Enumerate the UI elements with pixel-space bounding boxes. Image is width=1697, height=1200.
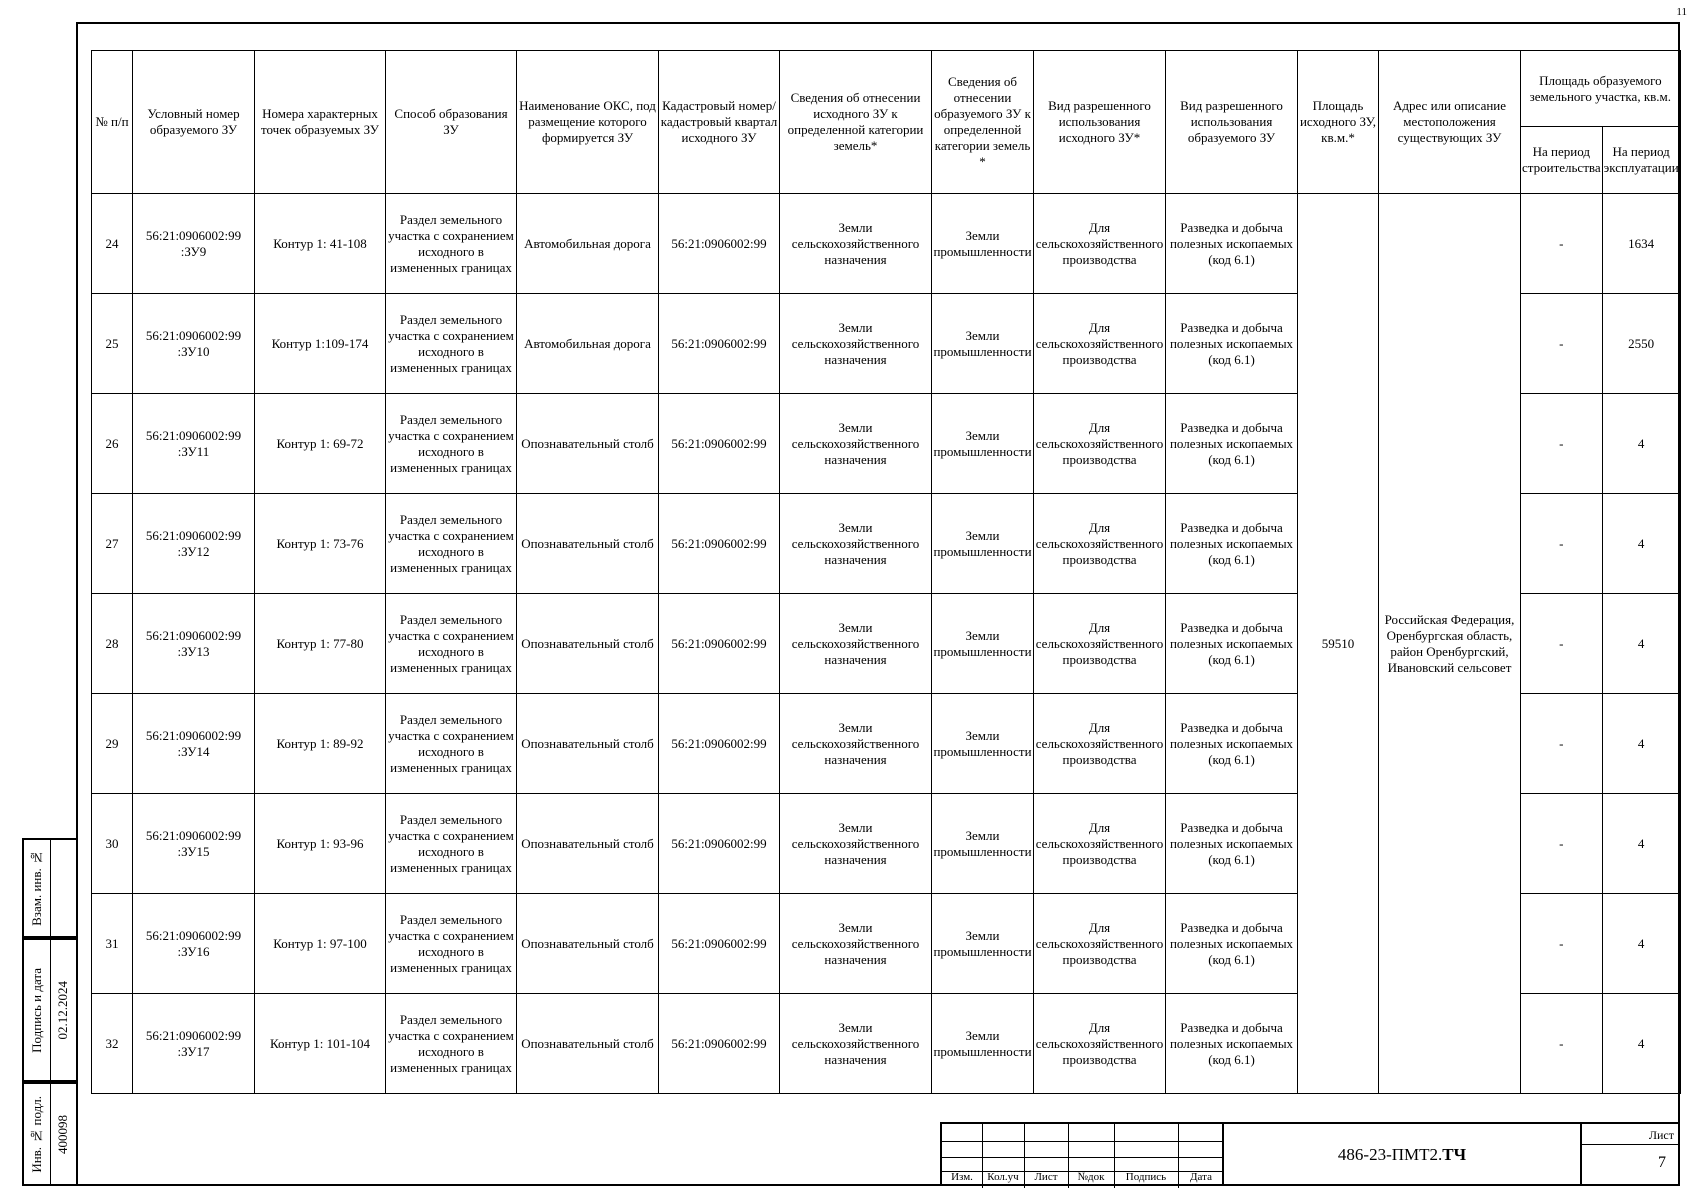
row-cadastral: 56:21:0906002:99	[659, 794, 780, 894]
row-cat-new: Земли промышленности	[932, 394, 1034, 494]
doc-code-text: 486-23-ПМТ2.	[1337, 1145, 1443, 1164]
row-cadastral: 56:21:0906002:99	[659, 694, 780, 794]
row-num: 32	[92, 994, 133, 1094]
row-oks: Опознавательный столб	[517, 894, 659, 994]
row-method: Раздел земельного участка с сохранением исходного в измененных границах	[386, 394, 517, 494]
header-area-exploit: На период эксплуатации	[1602, 127, 1680, 194]
row-area-build: -	[1521, 694, 1603, 794]
row-cat-new: Земли промышленности	[932, 894, 1034, 994]
sheet-cell	[1580, 1122, 1680, 1186]
row-cond-num: 56:21:0906002:99 :ЗУ17	[133, 994, 255, 1094]
row-area-build: -	[1521, 194, 1603, 294]
header-cat-new: Сведения об отнесении образуемого ЗУ к определенной категории земель *	[932, 51, 1034, 194]
stamp-label-ndok: №док	[1077, 1171, 1105, 1183]
table-body	[92, 194, 1681, 1094]
row-cadastral: 56:21:0906002:99	[659, 894, 780, 994]
row-cadastral: 56:21:0906002:99	[659, 294, 780, 394]
row-num: 26	[92, 394, 133, 494]
row-oks: Опознавательный столб	[517, 594, 659, 694]
row-use-new: Разведка и добыча полезных ископаемых (код 6.1)	[1166, 394, 1298, 494]
sign-value: 02.12.2024	[55, 980, 70, 1040]
row-num: 25	[92, 294, 133, 394]
row-cat-new: Земли промышленности	[932, 994, 1034, 1094]
row-use-new: Разведка и добыча полезных ископаемых (код 6.1)	[1166, 594, 1298, 694]
row-cat-src: Земли сельскохозяйственного назначения	[780, 194, 932, 294]
row-area-build: -	[1521, 494, 1603, 594]
row-cat-src: Земли сельскохозяйственного назначения	[780, 394, 932, 494]
header-area-build: На период строительства	[1521, 127, 1603, 194]
row-area-build: -	[1521, 794, 1603, 894]
row-cond-num: 56:21:0906002:99 :ЗУ12	[133, 494, 255, 594]
header-use-src: Вид разрешенного использования исходного ЗУ*	[1034, 51, 1166, 194]
row-oks: Опознавательный столб	[517, 494, 659, 594]
row-cat-src: Земли сельскохозяйственного назначения	[780, 294, 932, 394]
row-cat-new: Земли промышленности	[932, 294, 1034, 394]
row-num: 29	[92, 694, 133, 794]
row-cond-num: 56:21:0906002:99 :ЗУ10	[133, 294, 255, 394]
row-area-exploit: 4	[1602, 894, 1680, 994]
row-area-exploit: 2550	[1602, 294, 1680, 394]
row-area-build: -	[1521, 994, 1603, 1094]
row-cond-num: 56:21:0906002:99 :ЗУ16	[133, 894, 255, 994]
row-method: Раздел земельного участка с сохранением исходного в измененных границах	[386, 694, 517, 794]
row-points: Контур 1: 97-100	[255, 894, 386, 994]
header-area-src: Площадь исходного ЗУ, кв.м.*	[1298, 51, 1379, 194]
row-area-exploit: 4	[1602, 594, 1680, 694]
row-points: Контур 1: 89-92	[255, 694, 386, 794]
header-cat-src: Сведения об отнесении исходного ЗУ к определенной категории земель*	[780, 51, 932, 194]
header-cond-num: Условный номер образуемого ЗУ	[133, 51, 255, 194]
row-cadastral: 56:21:0906002:99	[659, 994, 780, 1094]
doc-code-bold: ТЧ	[1442, 1145, 1467, 1164]
row-num: 27	[92, 494, 133, 594]
header-address: Адрес или описание местоположения существующих ЗУ	[1379, 51, 1521, 194]
revision-grid	[940, 1122, 1222, 1186]
row-cadastral: 56:21:0906002:99	[659, 394, 780, 494]
row-points: Контур 1: 93-96	[255, 794, 386, 894]
row-cat-new: Земли промышленности	[932, 694, 1034, 794]
header-oks: Наименование ОКС, под размещение которого формируется ЗУ	[517, 51, 659, 194]
row-use-src: Для сельскохозяйственного производства	[1034, 594, 1166, 694]
sign-label: Подпись и дата	[29, 967, 44, 1053]
row-area-exploit: 4	[1602, 794, 1680, 894]
row-use-src: Для сельскохозяйственного производства	[1034, 794, 1166, 894]
title-block	[940, 1122, 1680, 1186]
row-use-src: Для сельскохозяйственного производства	[1034, 994, 1166, 1094]
row-cat-new: Земли промышленности	[932, 194, 1034, 294]
header-num: № п/п	[92, 51, 133, 194]
row-cat-src: Земли сельскохозяйственного назначения	[780, 794, 932, 894]
stamp-label-podpis: Подпись	[1125, 1171, 1167, 1183]
table-row	[92, 194, 1681, 294]
row-oks: Опознавательный столб	[517, 794, 659, 894]
row-cat-new: Земли промышленности	[932, 794, 1034, 894]
row-points: Контур 1: 101-104	[255, 994, 386, 1094]
row-cat-src: Земли сельскохозяйственного назначения	[780, 994, 932, 1094]
inv-value: 400098	[55, 1114, 70, 1154]
row-cadastral: 56:21:0906002:99	[659, 594, 780, 694]
row-cadastral: 56:21:0906002:99	[659, 494, 780, 594]
row-points: Контур 1: 73-76	[255, 494, 386, 594]
inv-label: Инв. № подл.	[29, 1095, 44, 1173]
side-block-vzam	[22, 838, 76, 938]
row-cat-src: Земли сельскохозяйственного назначения	[780, 894, 932, 994]
row-area-exploit: 4	[1602, 494, 1680, 594]
row-method: Раздел земельного участка с сохранением исходного в измененных границах	[386, 994, 517, 1094]
stamp-label-kolvo: Кол.уч	[987, 1171, 1019, 1183]
page-number: 11	[1676, 6, 1687, 18]
row-num: 31	[92, 894, 133, 994]
row-method: Раздел земельного участка с сохранением исходного в измененных границах	[386, 894, 517, 994]
row-method: Раздел земельного участка с сохранением исходного в измененных границах	[386, 194, 517, 294]
row-use-src: Для сельскохозяйственного производства	[1034, 294, 1166, 394]
shared-area-src: 59510	[1298, 194, 1379, 1094]
row-use-new: Разведка и добыча полезных ископаемых (код 6.1)	[1166, 494, 1298, 594]
row-num: 30	[92, 794, 133, 894]
row-oks: Автомобильная дорога	[517, 194, 659, 294]
row-use-new: Разведка и добыча полезных ископаемых (код 6.1)	[1166, 794, 1298, 894]
row-points: Контур 1: 77-80	[255, 594, 386, 694]
sheet-label: Лист	[1648, 1128, 1674, 1142]
row-use-src: Для сельскохозяйственного производства	[1034, 194, 1166, 294]
row-cond-num: 56:21:0906002:99 :ЗУ11	[133, 394, 255, 494]
row-use-new: Разведка и добыча полезных ископаемых (код 6.1)	[1166, 194, 1298, 294]
header-points: Номера характерных точек образуемых ЗУ	[255, 51, 386, 194]
row-oks: Опознавательный столб	[517, 694, 659, 794]
stamp-label-list: Лист	[1034, 1171, 1058, 1183]
row-cond-num: 56:21:0906002:99 :ЗУ14	[133, 694, 255, 794]
row-cond-num: 56:21:0906002:99 :ЗУ13	[133, 594, 255, 694]
row-use-src: Для сельскохозяйственного производства	[1034, 894, 1166, 994]
row-cat-new: Земли промышленности	[932, 594, 1034, 694]
document-code	[1222, 1122, 1580, 1186]
stamp-label-data: Дата	[1190, 1171, 1212, 1183]
row-use-src: Для сельскохозяйственного производства	[1034, 694, 1166, 794]
row-cat-src: Земли сельскохозяйственного назначения	[780, 494, 932, 594]
row-oks: Опознавательный столб	[517, 394, 659, 494]
row-use-new: Разведка и добыча полезных ископаемых (код 6.1)	[1166, 294, 1298, 394]
row-area-build: -	[1521, 394, 1603, 494]
header-use-new: Вид разрешенного использования образуемого ЗУ	[1166, 51, 1298, 194]
header-method: Способ образования ЗУ	[386, 51, 517, 194]
row-use-new: Разведка и добыча полезных ископаемых (код 6.1)	[1166, 694, 1298, 794]
row-points: Контур 1:109-174	[255, 294, 386, 394]
row-use-new: Разведка и добыча полезных ископаемых (код 6.1)	[1166, 894, 1298, 994]
row-cat-src: Земли сельскохозяйственного назначения	[780, 594, 932, 694]
stamp-label-izm: Изм.	[951, 1171, 973, 1183]
row-cadastral: 56:21:0906002:99	[659, 194, 780, 294]
row-method: Раздел земельного участка с сохранением исходного в измененных границах	[386, 494, 517, 594]
row-area-build: -	[1521, 894, 1603, 994]
row-oks: Автомобильная дорога	[517, 294, 659, 394]
vzam-label: Взам. инв. №	[29, 850, 44, 926]
sheet-number: 7	[1658, 1154, 1666, 1171]
row-area-exploit: 4	[1602, 694, 1680, 794]
row-cond-num: 56:21:0906002:99 :ЗУ9	[133, 194, 255, 294]
row-area-build: -	[1521, 594, 1603, 694]
row-cond-num: 56:21:0906002:99 :ЗУ15	[133, 794, 255, 894]
side-block-inv	[22, 1082, 76, 1186]
row-use-new: Разведка и добыча полезных ископаемых (код 6.1)	[1166, 994, 1298, 1094]
row-oks: Опознавательный столб	[517, 994, 659, 1094]
row-use-src: Для сельскохозяйственного производства	[1034, 394, 1166, 494]
header-cadastral: Кадастровый номер/ кадастровый квартал исходного ЗУ	[659, 51, 780, 194]
row-method: Раздел земельного участка с сохранением исходного в измененных границах	[386, 294, 517, 394]
row-use-src: Для сельскохозяйственного производства	[1034, 494, 1166, 594]
row-area-build: -	[1521, 294, 1603, 394]
side-block-sign	[22, 938, 76, 1082]
row-points: Контур 1: 41-108	[255, 194, 386, 294]
shared-address: Российская Федерация, Оренбургская область, район Оренбургский, Ивановский сельсовет	[1379, 194, 1521, 1094]
row-area-exploit: 1634	[1602, 194, 1680, 294]
row-area-exploit: 4	[1602, 394, 1680, 494]
row-cat-src: Земли сельскохозяйственного назначения	[780, 694, 932, 794]
row-num: 24	[92, 194, 133, 294]
row-num: 28	[92, 594, 133, 694]
row-method: Раздел земельного участка с сохранением исходного в измененных границах	[386, 594, 517, 694]
row-cat-new: Земли промышленности	[932, 494, 1034, 594]
row-area-exploit: 4	[1602, 994, 1680, 1094]
row-method: Раздел земельного участка с сохранением исходного в измененных границах	[386, 794, 517, 894]
row-points: Контур 1: 69-72	[255, 394, 386, 494]
land-plots-table	[91, 50, 1681, 1094]
header-area-new: Площадь образуемого земельного участка, кв.м.	[1521, 51, 1681, 127]
